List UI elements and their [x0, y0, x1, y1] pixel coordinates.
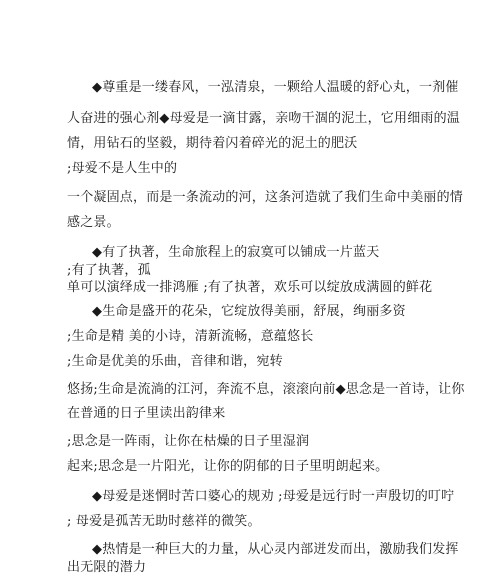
text-line: 在普通的日子里读出韵律来	[67, 406, 226, 421]
text-line: ◆生命是盛开的花朵，它绽放得美丽，舒展，绚丽多资	[92, 304, 406, 319]
text-line: 悠扬;生命是流淌的江河，奔流不息，滚滚向前◆思念是一首诗，让你	[67, 382, 465, 397]
text-line: 一个凝固点，而是一条流动的河，这条河造就了我们生命中美丽的情	[67, 190, 464, 205]
text-line: 人奋进的强心剂◆母爱是一滴甘露，亲吻干涸的泥土，它用细雨的温	[67, 111, 460, 126]
text-line: ; 母爱是孤苦无助时慈祥的微笑。	[67, 514, 261, 529]
text-line: ;有了执著，孤	[67, 263, 151, 278]
text-line: ;思念是一阵雨，让你在枯燥的日子里湿润	[67, 434, 310, 449]
text-line: ;生命是优美的乐曲，音律和谐，宛转	[67, 354, 283, 369]
text-line: ◆热情是一种巨大的力量，从心灵内部迸发而出，激励我们发挥	[92, 542, 459, 557]
text-line: ;母爱不是人生中的	[67, 161, 178, 176]
text-line: 单可以演绎成一排鸿雁 ;有了执著，欢乐可以绽放成满圆的鲜花	[67, 280, 433, 295]
text-line: ;生命是精 美的小诗，清新流畅，意蕴悠长	[67, 329, 314, 344]
text-line: 出无限的潜力	[67, 560, 147, 575]
text-line: 起来;思念是一片阳光，让你的阴郁的日子里明朗起来。	[67, 459, 389, 474]
text-line: 情，用钻石的坚毅，期待着闪着碎光的泥土的肥沃	[67, 136, 358, 151]
text-line: 感之景。	[67, 215, 120, 230]
text-line: ◆母爱是迷惘时苦口婆心的规劝 ;母爱是远行时一声殷切的叮咛	[92, 489, 455, 504]
text-line: ◆尊重是一缕春风，一泓清泉，一颗给人温暖的舒心丸，一剂催	[92, 80, 459, 95]
text-line: ◆有了执著，生命旅程上的寂寞可以铺成一片蓝天	[92, 245, 380, 260]
